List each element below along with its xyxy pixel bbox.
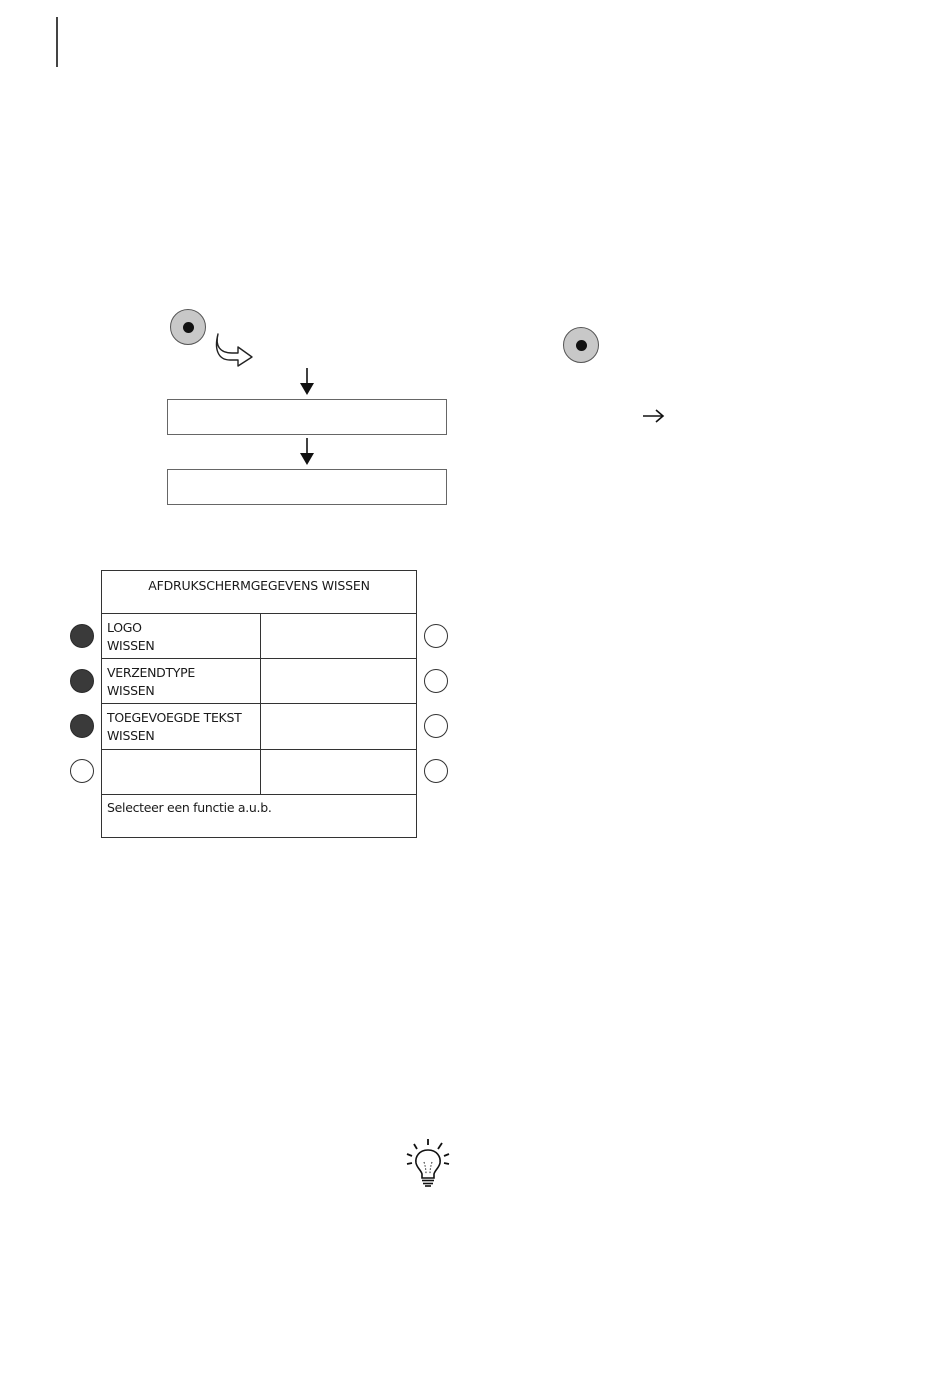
page-edge-rule [56,17,58,67]
softkey-verzendtype-wissen[interactable] [70,669,94,693]
softkey-label-empty [102,750,261,795]
softkey-label-empty [261,659,416,704]
down-arrow-icon [299,367,315,397]
panel-title: AFDRUKSCHERMGEGEVENS WISSEN [102,571,416,614]
softkey-toegevoegde-tekst-wissen[interactable] [70,714,94,738]
softkey-left-4[interactable] [70,759,94,783]
flow-step-box [167,469,447,505]
flow-step-box [167,399,447,435]
softkey-label-verzendtype [102,659,261,704]
round-key-icon [170,309,206,345]
right-arrow-icon [641,408,667,424]
label-line: VERZENDTYPE [107,665,195,680]
curved-arrow-icon [212,331,258,369]
softkey-right-3[interactable] [424,714,448,738]
label-line: TOEGEVOEGDE TEKST [107,710,242,725]
softkey-label-logo [102,614,261,659]
softkey-label-empty [261,704,416,750]
softkey-label-empty [261,750,416,795]
label-line: LOGO [107,620,142,635]
display-panel [101,570,417,838]
softkey-label-toegevoegde-tekst [102,704,261,750]
label-line: WISSEN [107,728,155,743]
down-arrow-icon [299,437,315,467]
softkey-right-2[interactable] [424,669,448,693]
label-line: WISSEN [107,683,155,698]
softkey-logo-wissen[interactable] [70,624,94,648]
round-key-icon [563,327,599,363]
softkey-right-4[interactable] [424,759,448,783]
lightbulb-tip-icon [404,1138,452,1190]
status-message: Selecteer een functie a.u.b. [107,800,272,815]
label-line: WISSEN [107,638,155,653]
softkey-right-1[interactable] [424,624,448,648]
softkey-label-empty [261,614,416,659]
